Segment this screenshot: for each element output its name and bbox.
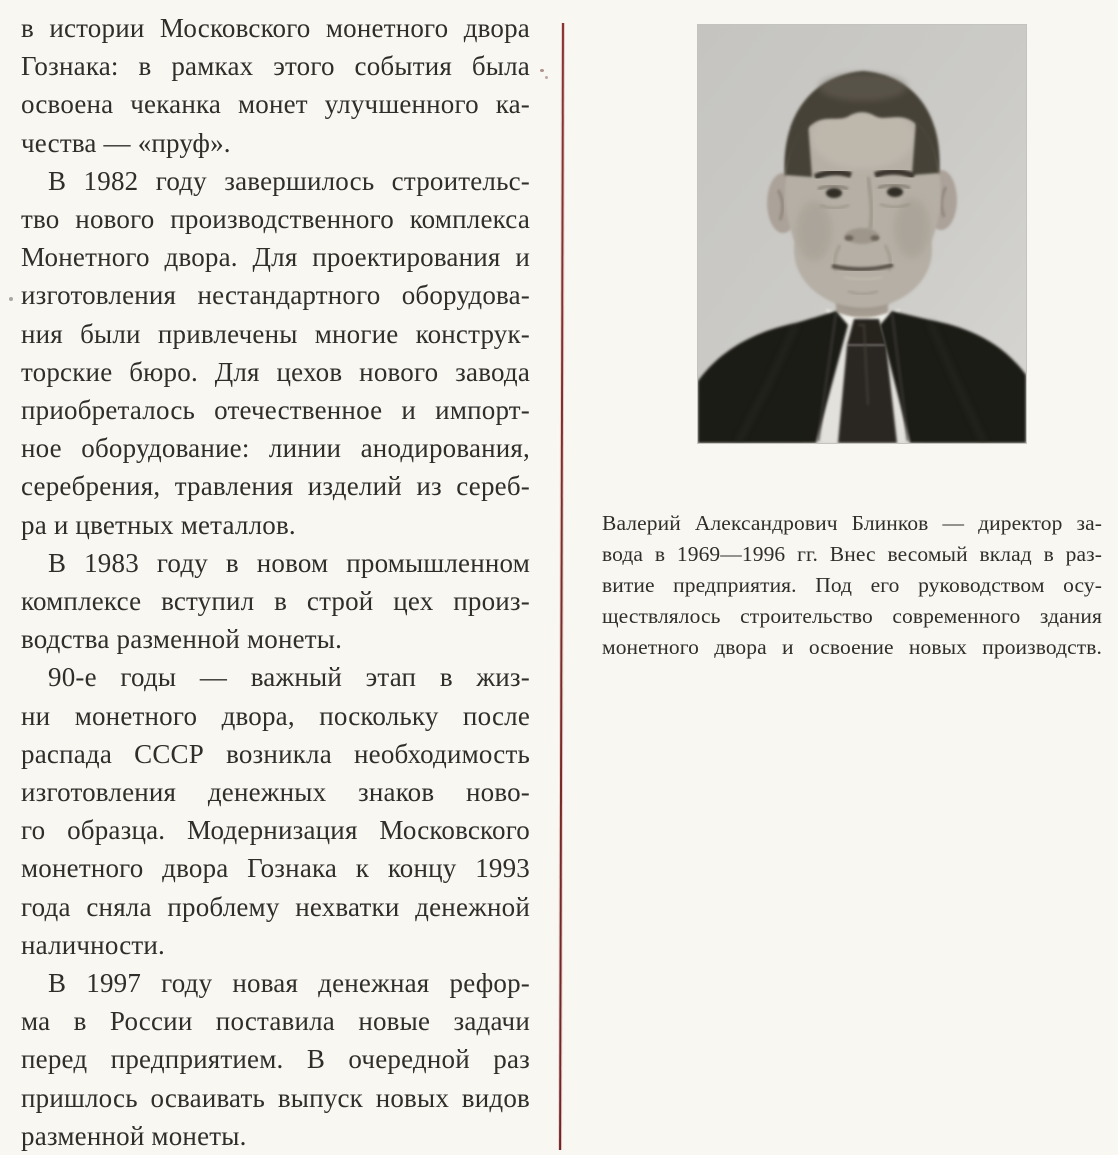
- left-text-column: [21, 9, 530, 1155]
- text-line: пришлось осваивать выпуск новых видов: [21, 1082, 530, 1113]
- text-line: тво нового производственного комплекса: [21, 204, 530, 235]
- caption-line: монетного двора и освоение новых производств.: [602, 635, 1102, 659]
- text-line: В 1983 году в новом промышленном: [48, 547, 530, 578]
- text-line: ни монетного двора, поскольку после: [21, 700, 530, 731]
- text-line: распада СССР возникла необходимость: [21, 738, 530, 769]
- portrait-photo-image: [698, 25, 1026, 443]
- text-line: торские бюро. Для цехов нового завода: [21, 356, 530, 387]
- text-line: В 1982 году завершилось строительс-: [48, 165, 530, 196]
- text-line: Гознака: в рамках этого события была: [21, 51, 530, 82]
- scan-speck: [9, 297, 13, 301]
- scan-speck: [545, 76, 548, 79]
- text-line: го образца. Модернизация Московского: [21, 815, 530, 846]
- scan-speck: [540, 69, 544, 72]
- caption-line: вода в 1969—1996 гг. Внес весомый вклад в раз-: [602, 542, 1102, 566]
- text-line: ния были привлечены многие конструк-: [21, 318, 530, 349]
- text-line: Монетного двора. Для проектирования и: [21, 242, 530, 273]
- text-line: изготовления нестандартного оборудова-: [21, 280, 530, 311]
- text-line: освоена чеканка монет улучшенного ка-: [21, 89, 530, 120]
- text-line: В 1997 году новая денежная рефор-: [48, 968, 530, 999]
- text-line: 90-е годы — важный этап в жиз-: [48, 662, 530, 693]
- text-line: комплексе вступил в строй цех произ-: [21, 586, 530, 617]
- text-line: ма в России поставила новые задачи: [21, 1006, 530, 1037]
- text-line: разменной монеты.: [21, 1120, 247, 1151]
- text-line: перед предприятием. В очередной раз: [21, 1044, 530, 1075]
- divider-rule: [559, 23, 564, 1150]
- text-line: в истории Московского монетного двора: [21, 13, 530, 43]
- text-line: ра и цветных металлов.: [21, 509, 296, 540]
- text-line: наличности.: [21, 929, 165, 960]
- text-line: серебрения, травления изделий из сереб-: [21, 471, 530, 502]
- text-line: приобреталось отечественное и импорт-: [21, 395, 530, 426]
- text-line: чества — «пруф».: [21, 127, 231, 158]
- text-line: изготовления денежных знаков ново-: [21, 777, 530, 808]
- caption-line: витие предприятия. Под его руководством осу-: [602, 573, 1102, 597]
- text-line: ное оборудование: линии анодирования,: [21, 433, 530, 464]
- text-line: водства разменной монеты.: [21, 624, 343, 655]
- portrait-photo: [698, 25, 1026, 443]
- text-line: монетного двора Гознака к концу 1993: [21, 853, 530, 884]
- photo-caption: [602, 508, 1102, 663]
- text-line: года сняла проблему нехватки денежной: [21, 891, 530, 922]
- caption-line: Валерий Александрович Блинков — директор за-: [602, 511, 1102, 535]
- caption-line: ществлялось строительство современного здания: [602, 604, 1102, 628]
